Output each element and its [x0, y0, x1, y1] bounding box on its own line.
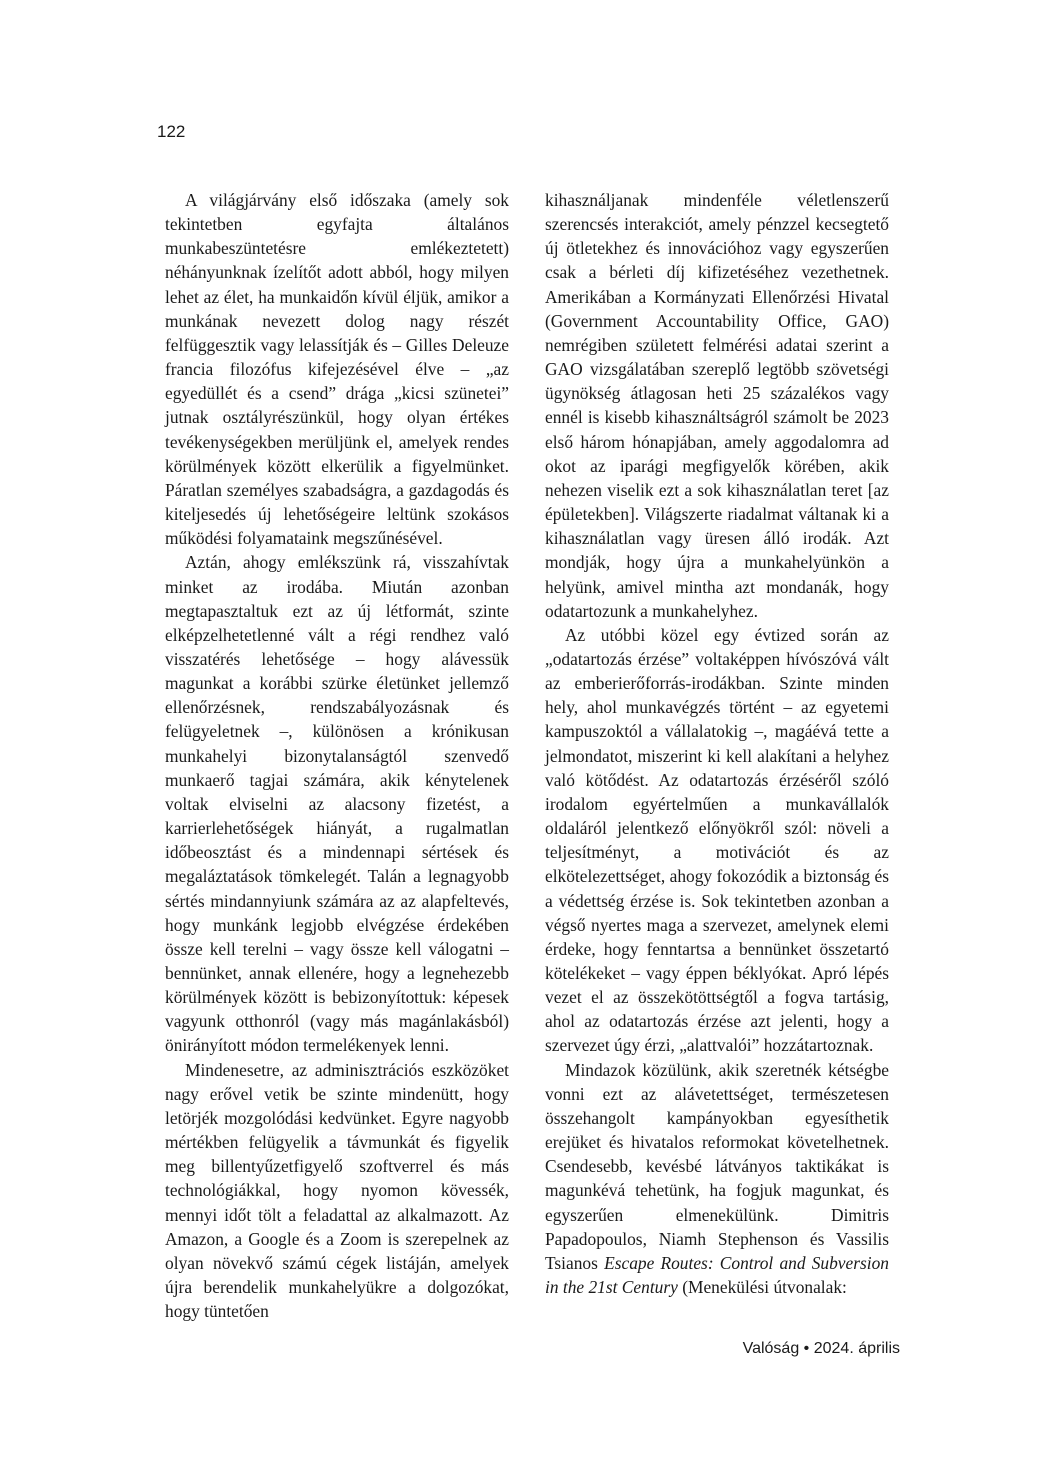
- paragraph-text: Mindazok közülünk, akik szeretnék kétségbe vonni ezt az alávetettséget, természetesen összehangolt kampányokban egyesíthetik erejüket és hivatalos reformokat követelhetnek. Csendesebb, kevésbé látványos taktikákat is magunkévá tehetünk, ha fogjuk magunkat, és egyszerűen elmenekülünk. Dimitris Papadopoulos, Niamh Stephenson és Vassilis Tsianos: [545, 1059, 889, 1273]
- body-paragraph: Aztán, ahogy emlékszünk rá, visszahívtak minket az irodába. Miután azonban megtapasztaltuk ezt az új létformát, szinte elképzelhetetlenné vált a régi rendhez való visszatérés lehetősége – hogy alávessük magunkat a korábbi szürke életünket jellemző ellenőrzésnek, rendszabályozásnak és felügyeletnek –, különösen a krónikusan munkahelyi bizonytalanságtól szenvedő munkaerő tagjai számára, akik kénytelenek voltak elviselni az alacsony fizetést, a karrierlehetőségek hiányát, a rugalmatlan időbeosztást és a mindennapi sértések és megaláztatások tömkelegét. Talán a legnagyobb sértés mindannyiunk számára az az alapfeltevés, hogy munkánk legjobb elvégzése érdekében össze kell terelni – vagy össze kell válogatni – bennünket, annak ellenére, hogy a legnehezebb körülmények között is bebizonyítottuk: képesek vagyunk otthonról (vagy más magánlakásból) önirányított módon termelékenyek lenni.: [165, 552, 509, 1056]
- body-paragraph: Mindenesetre, az adminisztrációs eszközöket nagy erővel vetik be szinte mindenütt, hogy letörjék mozgolódási kedvünket. Egyre nagyobb mértékben felügyelik a távmunkát és figyelik meg billentyűzetfigyelő szoftverrel és más technológiákkal, hogy nyomon kövessék, mennyi időt tölt a feladattal az alkalmazott. Az Amazon, a Google és a Zoom is szerepelnek az olyan növekvő számú cégek listáján, amelyek újra berendelik munkahelyükre a dolgozókat, hogy tüntetően: [165, 1059, 509, 1322]
- paragraph-text: (Menekülési útvonalak:: [677, 1277, 847, 1298]
- right-column: [545, 188, 889, 1299]
- book-title: Escape Routes: Control and Subversion in the 21st Century: [545, 1252, 889, 1298]
- body-paragraph: Az utóbbi közel egy évtized során az „odatartozás érzése” voltaképpen hívószóvá vált az emberierőforrás-irodákban. Szinte minden hely, ahol munkavégzés történt – az egyetemi kampuszoktól a vállalatokig –, magáévá tette a jelmondatot, miszerint ki kell alakítani a helyhez való kötődést. Az odatartozás érzéséről szóló irodalom egyértelműen a munkavállalók oldaláról jelentkező előnyökről szól: növeli a teljesítményt, a motivációt és az elkötelezettséget, ahogy fokozódik a biztonság és a védettség érzése is. Sok tekintetben azonban a végső nyertes maga a szervezet, amelynek elemi érdeke, hogy fenntartsa a bennünket összetartó kötelékeket – vagy éppen béklyókat. Apró lépés vezet el az összekötöttségtől a fogva tartásig, ahol az odatartozás érzése azt jelenti, hogy a szervezet úgy érzi, „alattvalói” hozzátartoznak.: [545, 624, 889, 1056]
- continued-paragraph: kihasználjanak mindenféle véletlenszerű szerencsés interakciót, amely pénzzel kecsegtető új ötletekhez és innovációhoz vagy egyszerűen csak a bérleti díj kifizetéséhez vezethetnek. Amerikában a Kormányzati Ellenőrzési Hivatal (Government Accountability Office, GAO) nemrégiben született felmérési adatai szerint a GAO vizsgálatában szereplő legtöbb szövetségi ügynökség átlagosan heti 25 százalékos vagy ennél is kisebb kihasználtságról számolt be 2023 első három hónapjában, amely aggodalomra ad okot az iparági megfigyelők körében, akik nehezen viselik ezt a sok kihasználatlan teret [az épületekben]. Világszerte riadalmat váltanak ki a kihasználatlan vagy üresen álló irodák. Azt mondják, hogy újra a munkahelyünkön a helyünk, amivel mintha azt mondanák, hogy odatartozunk a munkahelyhez.: [545, 190, 889, 621]
- page-number: 122: [157, 122, 186, 141]
- page-footer: Valóság • 2024. április: [742, 1340, 900, 1357]
- body-paragraph: A világjárvány első időszaka (amely sok tekintetben egyfajta általános munkabeszüntetésre emlékeztetett) néhányunknak ízelítőt adott abból, hogy milyen lehet az élet, ha munkaidőn kívül éljük, amikor a munkának nevezett dolog nagy részét felfüggesztik vagy lelassítják és – Gilles Deleuze francia filozófus kifejezésével élve – „az egyedüllét és a csend” drága „kicsi szünetei” jutnak osztályrészünkül, hogy olyan értékes tevékenységekben merüljünk el, amelyek rendes körülmények között elkerülik a figyelmünket. Páratlan személyes szabadságra, a gazdagodás és kiteljesedés új lehetőségeire leltünk szokásos működési folyamataink megszűnésével.: [165, 190, 509, 549]
- body-paragraph-with-citation: [545, 1058, 889, 1300]
- left-column: [165, 188, 509, 1323]
